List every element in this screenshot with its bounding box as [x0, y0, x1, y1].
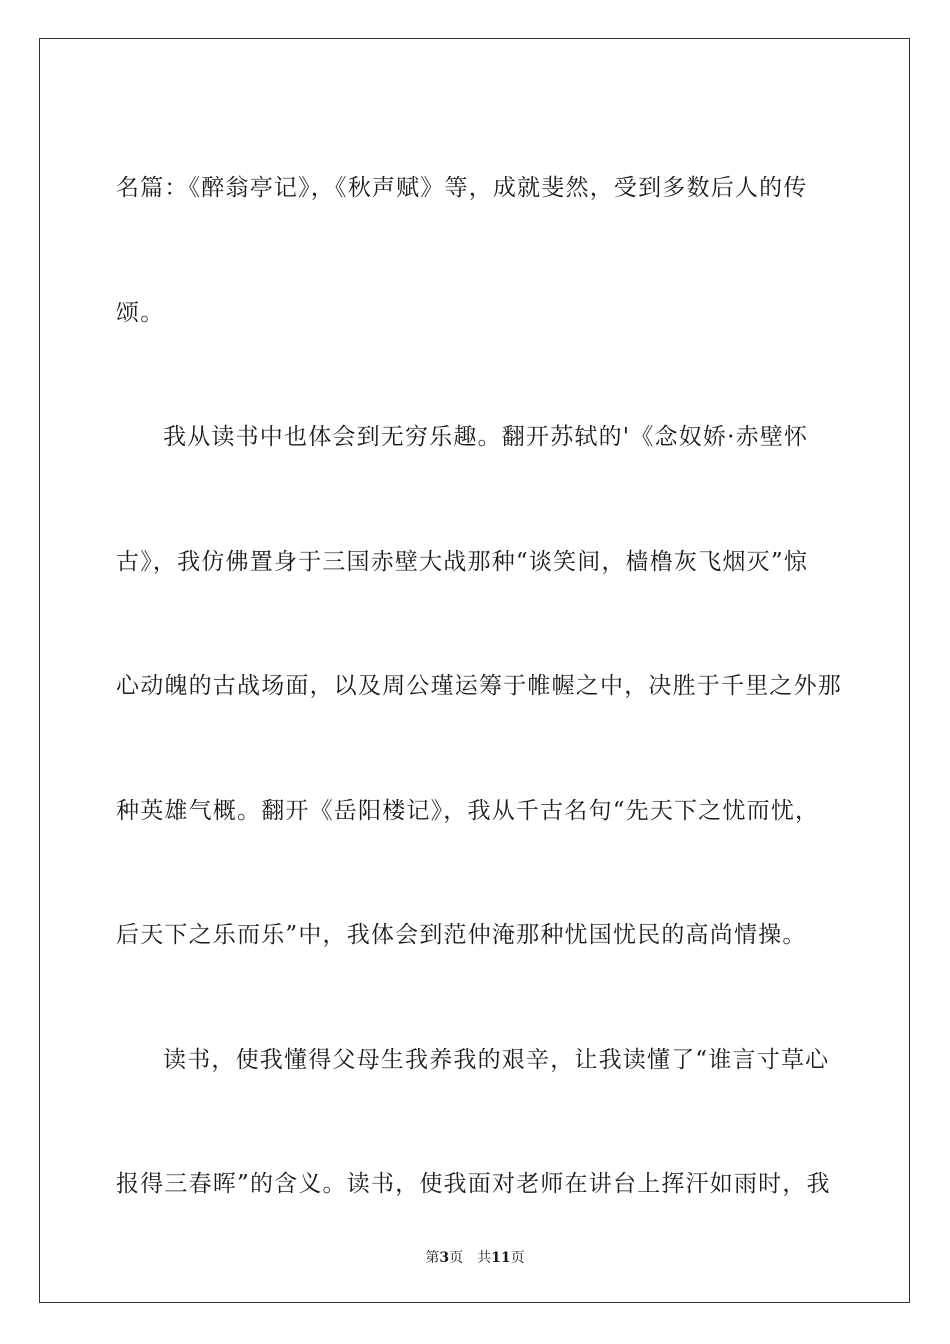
page-prefix: 第 — [425, 1250, 440, 1266]
page-number: 3 — [439, 1250, 450, 1266]
body-line-2: 颂。 — [116, 299, 165, 326]
body-line-8: 读书，使我懂得父母生我养我的艰辛，让我读懂了“谁言寸草心 — [163, 1046, 830, 1073]
body-line-3: 我从读书中也体会到无穷乐趣。翻开苏轼的'《念奴娇·赤壁怀 — [163, 424, 809, 450]
body-line-5: 心动魄的古战场面，以及周公瑾运筹于帷幄之中，决胜于千里之外那 — [116, 673, 842, 699]
total-prefix: 共 — [477, 1250, 492, 1266]
body-line-4: 古》，我仿佛置身于三国赤壁大战那种“谈笑间，樯橹灰飞烟灭”惊 — [116, 548, 809, 575]
document-body — [116, 126, 842, 1247]
body-line-1: 名篇：《醉翁亭记》，《秋声赋》等，成就斐然，受到多数后人的传 — [116, 175, 808, 201]
page-footer — [0, 1247, 950, 1267]
body-line-9: 报得三春晖”的含义。读书，使我面对老师在讲台上挥汗如雨时，我 — [116, 1171, 831, 1197]
total-pages: 11 — [491, 1250, 511, 1266]
body-line-7: 后天下之乐而乐”中，我体会到范仲淹那种忧国忧民的高尚情操。 — [116, 922, 807, 948]
body-line-6: 种英雄气概。翻开《岳阳楼记》，我从千古名句“先天下之忧而忧， — [116, 797, 820, 824]
page-suffix: 页 — [449, 1250, 464, 1266]
total-suffix: 页 — [510, 1250, 525, 1266]
